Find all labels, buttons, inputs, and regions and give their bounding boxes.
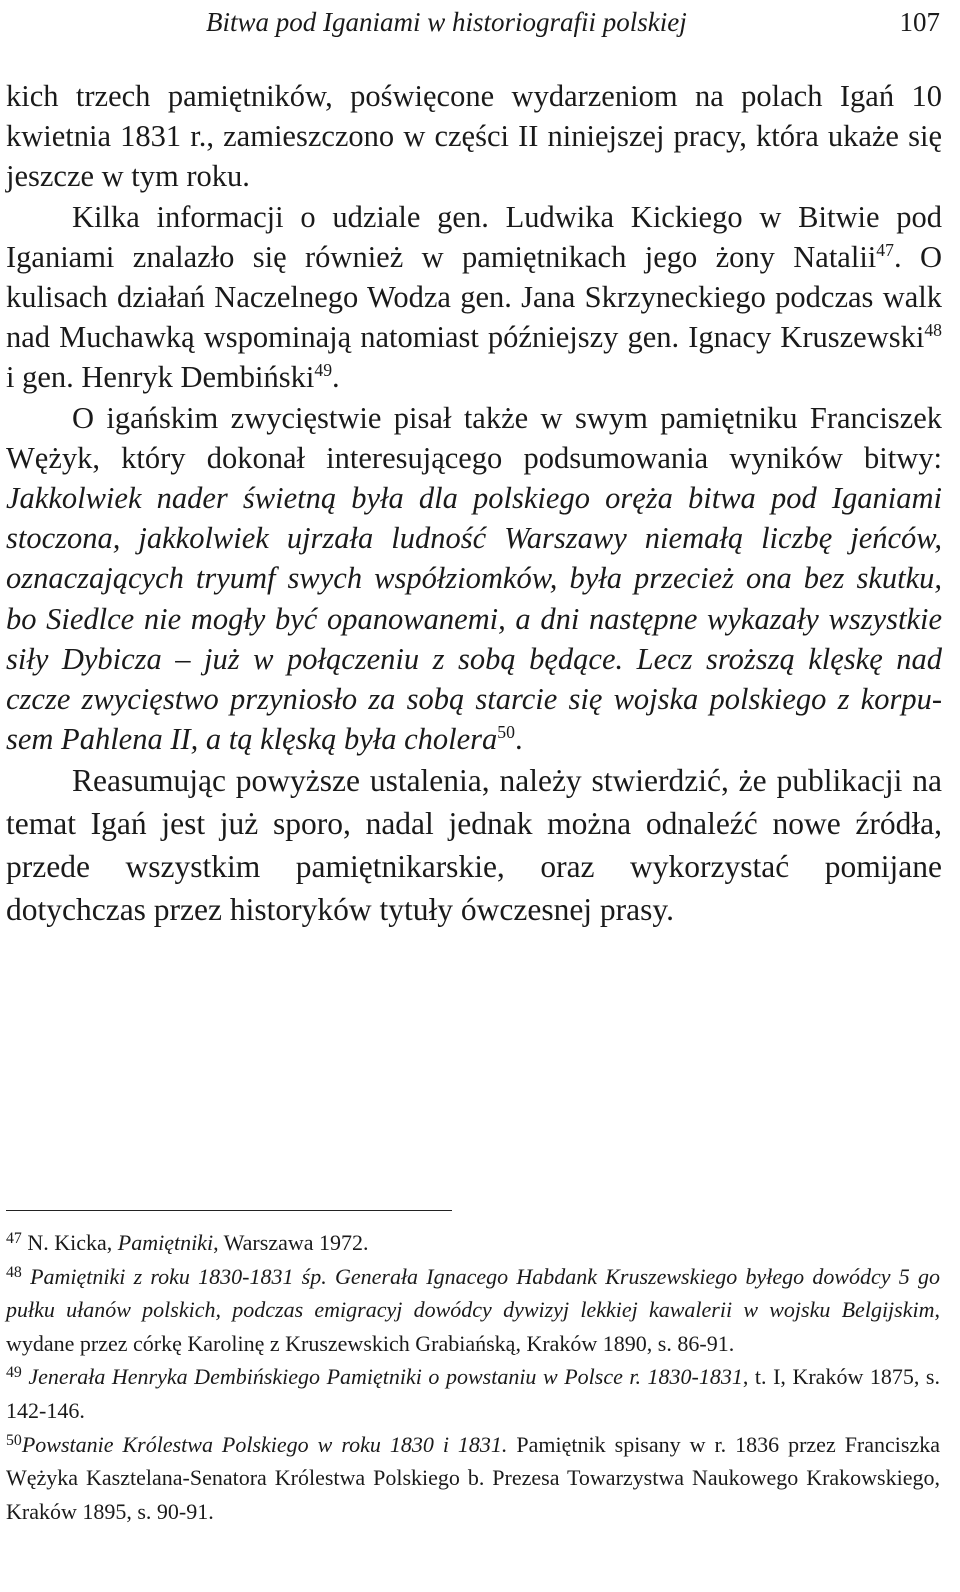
paragraph-1 <box>6 76 942 197</box>
footnote-ref-48[interactable]: 48 <box>924 320 942 341</box>
footnote-italic: Pamiętniki <box>117 1230 214 1255</box>
footnote-number: 47 <box>6 1229 22 1247</box>
page-number: 107 <box>899 7 940 37</box>
paragraph-2-text-b: . O kulisach działań Naczelnego Wodza gen. Jana Skrzyneckiego podczas walk nad Muchawką wspominają natomiast późniejszy gen. Ignacy Kruszewski <box>6 239 943 355</box>
footnote-text: N. Kicka, <box>21 1230 118 1255</box>
paragraph-3-quote: Jakkolwiek nader świetną była dla polskiego oręża bitwa pod Iganiami stoczona, jakkolwiek ujrzała ludność Warszawy niemałą liczbę jeńców, oznaczających tryumf swych współziomków, była przecież ona bez skutku, bo Siedlce nie mogły być opanowanemi, a dni następne wykazały wszystkie siły Dybicza – już w połączeniu z sobą będące. Lecz sroższą klęskę nad czcze zwycięstwo przyniosło za sobą starcie się wojska polskiego z korpusem Pahlena II, a tą klęską była cholera <box>6 481 942 757</box>
paragraph-3-text-a: O igańskim zwycięstwie pisał także w swym pamiętniku Franciszek Wężyk, który dokonał interesującego podsumowania wyników bitwy: <box>6 400 942 475</box>
footnotes <box>6 1226 940 1528</box>
paragraph-3 <box>6 398 942 760</box>
paragraph-2 <box>6 197 942 398</box>
footnote-number: 50 <box>6 1431 22 1449</box>
paragraph-4-text: Reasumując powyższe ustalenia, należy stwierdzić, że publikacji na temat Igań jest już sporo, nadal jednak można odnaleźć nowe źródła, przede wszystkim pamiętnikarskie, oraz wykorzystać pomijane dotychczas przez historyków tytuły ówczesnej prasy. <box>6 763 942 928</box>
footnote-48 <box>6 1260 940 1361</box>
footnote-text: , wydane przez córkę Karolinę z Kruszewskich Grabiańską, Kraków 1890, s. 86-91. <box>6 1297 940 1356</box>
running-title: Bitwa pod Iganiami w historiografii polskiej <box>206 7 687 37</box>
paragraph-3-text-b: . <box>514 722 523 757</box>
footnote-number: 48 <box>6 1263 22 1281</box>
footnote-italic: Pamiętniki z roku 1830-1831 śp. Generała Ignacego Habdank Kruszewskiego byłego dowódcy 5 go pułku ułanów polskich, podczas emigracyj dowódcy dywizyj lekkiej kawalerii w wojsku Belgijskim <box>6 1263 940 1323</box>
footnote-50 <box>6 1428 940 1529</box>
footnote-ref-49[interactable]: 49 <box>314 360 333 381</box>
paragraph-2-text-d: . <box>332 360 340 395</box>
footnote-text <box>22 1264 30 1289</box>
footnote-49 <box>6 1360 940 1427</box>
footnote-47 <box>6 1226 940 1260</box>
paragraph-4 <box>6 759 942 931</box>
footnote-text: Pamiętnik spisany w r. 1836 przez Franciszka Wężyka Kasztelana-Senatora Królestwa Polskiego b. Prezesa Towarzystwa Naukowego Krakowskiego, Kraków 1895, s. 90-91. <box>6 1431 940 1524</box>
paragraph-2-text-c: i gen. Henryk Dembiński <box>6 360 315 395</box>
footnote-ref-50[interactable]: 50 <box>497 722 515 743</box>
footnote-separator <box>6 1210 452 1211</box>
running-header <box>6 2 940 42</box>
footnote-text: , Warszawa 1972. <box>213 1230 369 1255</box>
footnote-italic: Powstanie Królestwa Polskiego w roku 1830 i 1831. <box>21 1431 508 1457</box>
footnote-number: 49 <box>6 1364 22 1382</box>
main-text <box>6 76 942 931</box>
footnote-text: , t. I, Kraków 1875, s. 142-146. <box>6 1364 940 1423</box>
footnote-italic: Jenerała Henryka Dembińskiego Pamiętniki o powstaniu w Polsce r. 1830-1831 <box>28 1364 743 1390</box>
footnote-ref-47[interactable]: 47 <box>876 239 894 260</box>
paragraph-1-text: kich trzech pamiętników, poświęcone wydarzeniom na polach Igań 10 kwietnia 1831 r., zamieszczono w części II niniejszej pracy, która ukaże się jeszcze w tym roku. <box>6 79 942 194</box>
paragraph-2-text-a: Kilka informacji o udziale gen. Ludwika Kickiego w Bitwie pod Iganiami znalazło się również w pamiętnikach jego żony Natalii <box>6 199 942 274</box>
